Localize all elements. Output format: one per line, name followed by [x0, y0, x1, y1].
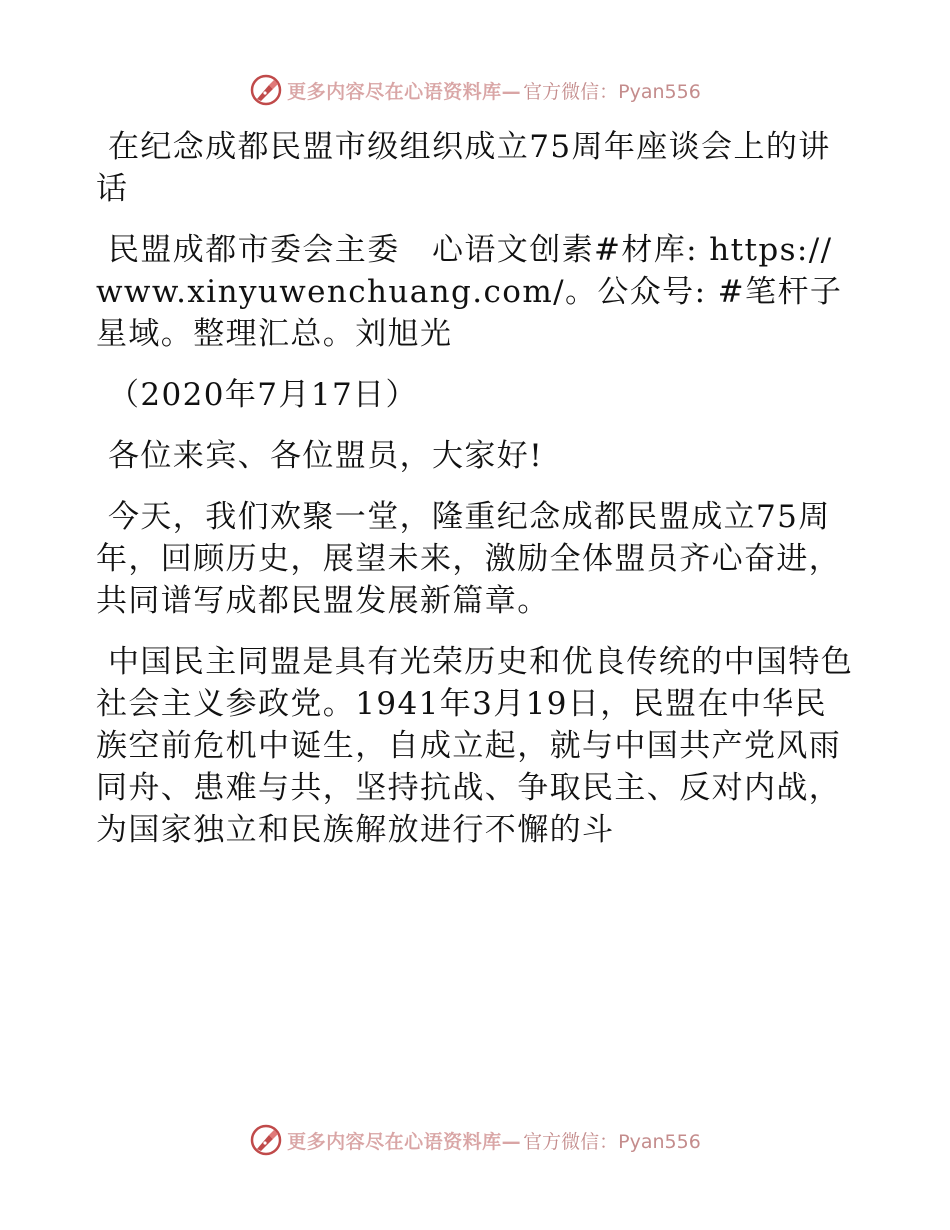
footer-watermark-banner — [0, 1118, 950, 1162]
body-paragraph-2: 中国民主同盟是具有光荣历史和优良传统的中国特色社会主义参政党。1941年3月19日，民盟在中华民族空前危机中诞生，自成立起，就与中国共产党风雨同舟、患难与共，坚持抗战、争取民主、反对内战，为国家独立和民族解放进行不懈的斗 — [96, 644, 854, 848]
body-paragraph-1: 今天，我们欢聚一堂，隆重纪念成都民盟成立75周年，回顾历史，展望未来，激励全体盟员齐心奋进，共同谱写成都民盟发展新篇章。 — [96, 499, 842, 619]
header-banner-inner — [249, 73, 701, 107]
document-date: （2020年7月17日） — [108, 377, 418, 413]
document-title: 在纪念成都民盟市级组织成立75周年座谈会上的讲话 — [96, 129, 831, 207]
header-watermark-banner — [0, 68, 950, 112]
pen-nib-logo-icon — [249, 1123, 283, 1157]
author-line: 民盟成都市委会主委 心语文创素#材库: https://www.xinyuwenchuang.com/。公众号: #笔杆子星域。整理汇总。刘旭光 — [96, 232, 843, 352]
footer-banner-wechat-text: 官方微信：Pyan556 — [523, 1130, 701, 1153]
header-banner-wechat-text: 官方微信：Pyan556 — [523, 80, 701, 103]
footer-banner-inner — [249, 1123, 701, 1157]
greeting-paragraph: 各位来宾、各位盟员，大家好! — [108, 438, 544, 474]
document-body — [96, 126, 856, 870]
footer-banner-main-text: 更多内容尽在心语资料库— — [287, 1130, 522, 1153]
header-banner-main-text: 更多内容尽在心语资料库— — [287, 80, 522, 103]
pen-nib-logo-icon — [249, 73, 283, 107]
